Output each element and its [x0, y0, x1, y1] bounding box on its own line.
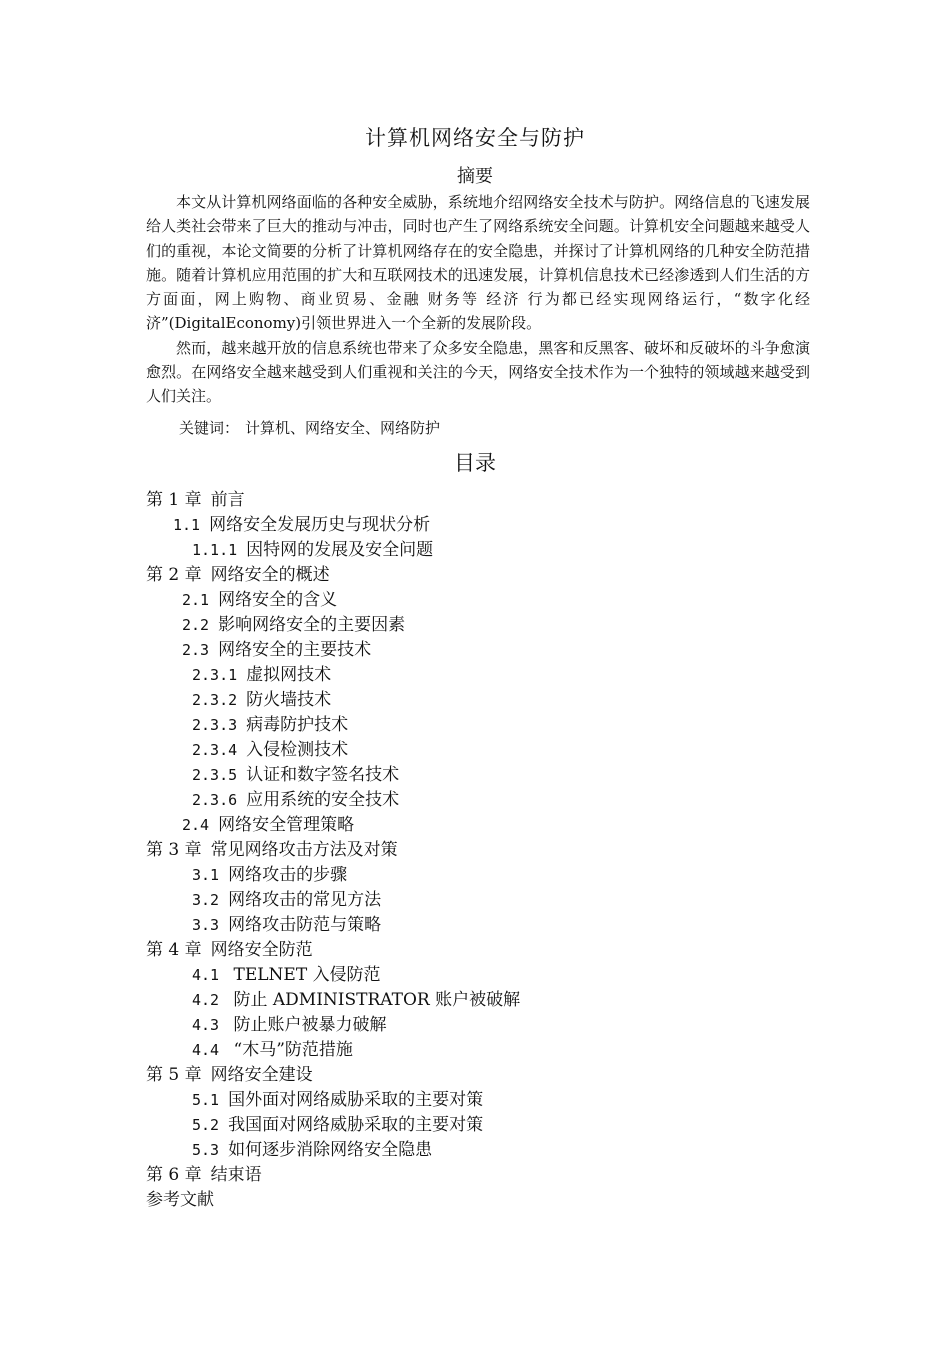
toc-title: 前言 — [210, 490, 245, 510]
toc-title: 网络安全的主要技术 — [218, 640, 372, 660]
toc-number: 2.4 — [182, 816, 210, 834]
toc-section — [0, 913, 950, 938]
toc-section — [0, 738, 950, 763]
toc-title: 网络攻击的常见方法 — [228, 890, 382, 910]
toc-title: 网络攻击防范与策略 — [228, 915, 382, 935]
toc-title: 网络安全管理策略 — [218, 815, 355, 835]
toc-title: 网络安全防范 — [210, 940, 313, 960]
toc-title: 国外面对网络威胁采取的主要对策 — [228, 1090, 484, 1110]
toc-number: 2.3 — [182, 641, 210, 659]
toc-section — [0, 588, 950, 613]
toc-chapter — [0, 838, 950, 863]
toc-number: 2.2 — [182, 616, 210, 634]
toc-chapter — [0, 938, 950, 963]
toc-title: 结束语 — [210, 1165, 262, 1185]
toc-section — [0, 513, 950, 538]
toc-number: 第 3 章 — [146, 840, 202, 860]
toc-number: 2.3.5 — [192, 766, 238, 784]
toc-section — [0, 888, 950, 913]
toc-title: 病毒防护技术 — [246, 715, 349, 735]
toc-number: 3.2 — [192, 891, 220, 909]
toc-number: 1.1 — [173, 516, 201, 534]
toc-title: 如何逐步消除网络安全隐患 — [228, 1140, 433, 1160]
toc-heading: 目录 — [454, 451, 496, 475]
toc-section — [0, 638, 950, 663]
toc-title: 防火墙技术 — [246, 690, 332, 710]
toc-title: 网络攻击的步骤 — [228, 865, 348, 885]
toc-title: 虚拟网技术 — [246, 665, 332, 685]
toc-number: 2.3.4 — [192, 741, 238, 759]
toc-title: 网络安全的含义 — [218, 590, 338, 610]
table-of-contents — [0, 488, 950, 1213]
toc-number: 4.3 — [192, 1016, 220, 1034]
toc-section — [0, 863, 950, 888]
toc-section — [0, 788, 950, 813]
toc-number: 第 6 章 — [146, 1165, 202, 1185]
toc-number: 4.1 — [192, 966, 220, 984]
toc-number: 4.2 — [192, 991, 220, 1009]
toc-title: 常见网络攻击方法及对策 — [210, 840, 398, 860]
toc-title: 我国面对网络威胁采取的主要对策 — [228, 1115, 484, 1135]
toc-section — [0, 963, 950, 988]
toc-chapter — [0, 563, 950, 588]
toc-number: 第 4 章 — [146, 940, 202, 960]
toc-section — [0, 1138, 950, 1163]
toc-section — [0, 1038, 950, 1063]
toc-number: 5.1 — [192, 1091, 220, 1109]
toc-section — [0, 988, 950, 1013]
toc-title: 网络安全发展历史与现状分析 — [209, 515, 431, 535]
toc-section — [0, 613, 950, 638]
toc-number: 4.4 — [192, 1041, 220, 1059]
toc-section — [0, 1088, 950, 1113]
toc-title: 防止账户被暴力破解 — [228, 1015, 387, 1035]
toc-title: 认证和数字签名技术 — [246, 765, 400, 785]
toc-section — [0, 1013, 950, 1038]
toc-section — [0, 663, 950, 688]
toc-title: TELNET 入侵防范 — [228, 965, 381, 985]
toc-number: 第 1 章 — [146, 490, 202, 510]
document-title: 计算机网络安全与防护 — [365, 126, 585, 150]
toc-title: 影响网络安全的主要因素 — [218, 615, 406, 635]
toc-number: 第 5 章 — [146, 1065, 202, 1085]
toc-section — [0, 713, 950, 738]
toc-number: 3.1 — [192, 866, 220, 884]
toc-section — [0, 813, 950, 838]
toc-chapter — [0, 488, 950, 513]
toc-number: 5.3 — [192, 1141, 220, 1159]
abstract-body — [146, 190, 810, 409]
toc-chapter — [0, 1163, 950, 1188]
toc-chapter — [0, 1188, 950, 1213]
toc-title: “木马”防范措施 — [228, 1040, 353, 1060]
toc-number: 2.3.2 — [192, 691, 238, 709]
abstract-heading: 摘要 — [457, 166, 493, 187]
toc-section — [0, 763, 950, 788]
toc-section — [0, 688, 950, 713]
toc-title: 防止 ADMINISTRATOR 账户被破解 — [228, 990, 521, 1010]
toc-title: 网络安全的概述 — [210, 565, 330, 585]
toc-number: 2.1 — [182, 591, 210, 609]
abstract-paragraph: 本文从计算机网络面临的各种安全威胁，系统地介绍网络安全技术与防护。网络信息的飞速发展给人类社会带来了巨大的推动与冲击，同时也产生了网络系统安全问题。计算机安全问题越来越受人们的重视，本论文简要的分析了计算机网络存在的安全隐患，并探讨了计算机网络的几种安全防范措施。随着计算机应用范围的扩大和互联网技术的迅速发展，计算机信息技术已经渗透到人们生活的方方面面，网上购物、商业贸易、金融 财务等 经济 行为都已经实现网络运行，“数字化经济”(DigitalEconomy)引领世界进入一个全新的发展阶段。 — [146, 193, 810, 333]
toc-title: 应用系统的安全技术 — [246, 790, 400, 810]
toc-number: 2.3.1 — [192, 666, 238, 684]
toc-title: 因特网的发展及安全问题 — [246, 540, 434, 560]
toc-chapter — [0, 1063, 950, 1088]
abstract-paragraph: 然而，越来越开放的信息系统也带来了众多安全隐患，黑客和反黑客、破坏和反破坏的斗争愈演愈烈。在网络安全越来越受到人们重视和关注的今天，网络安全技术作为一个独特的领域越来越受到人们关注。 — [146, 338, 810, 406]
toc-number: 2.3.3 — [192, 716, 238, 734]
toc-title: 网络安全建设 — [210, 1065, 313, 1085]
toc-section — [0, 538, 950, 563]
keywords-value: 计算机、网络安全、网络防护 — [245, 419, 441, 437]
toc-title: 参考文献 — [146, 1190, 214, 1210]
toc-number: 2.3.6 — [192, 791, 238, 809]
keywords-label: 关键词： — [179, 419, 240, 437]
keywords-line — [179, 415, 809, 441]
toc-number: 3.3 — [192, 916, 220, 934]
toc-number: 1.1.1 — [192, 541, 238, 559]
toc-title: 入侵检测技术 — [246, 740, 349, 760]
toc-number: 5.2 — [192, 1116, 220, 1134]
toc-number: 第 2 章 — [146, 565, 202, 585]
toc-section — [0, 1113, 950, 1138]
